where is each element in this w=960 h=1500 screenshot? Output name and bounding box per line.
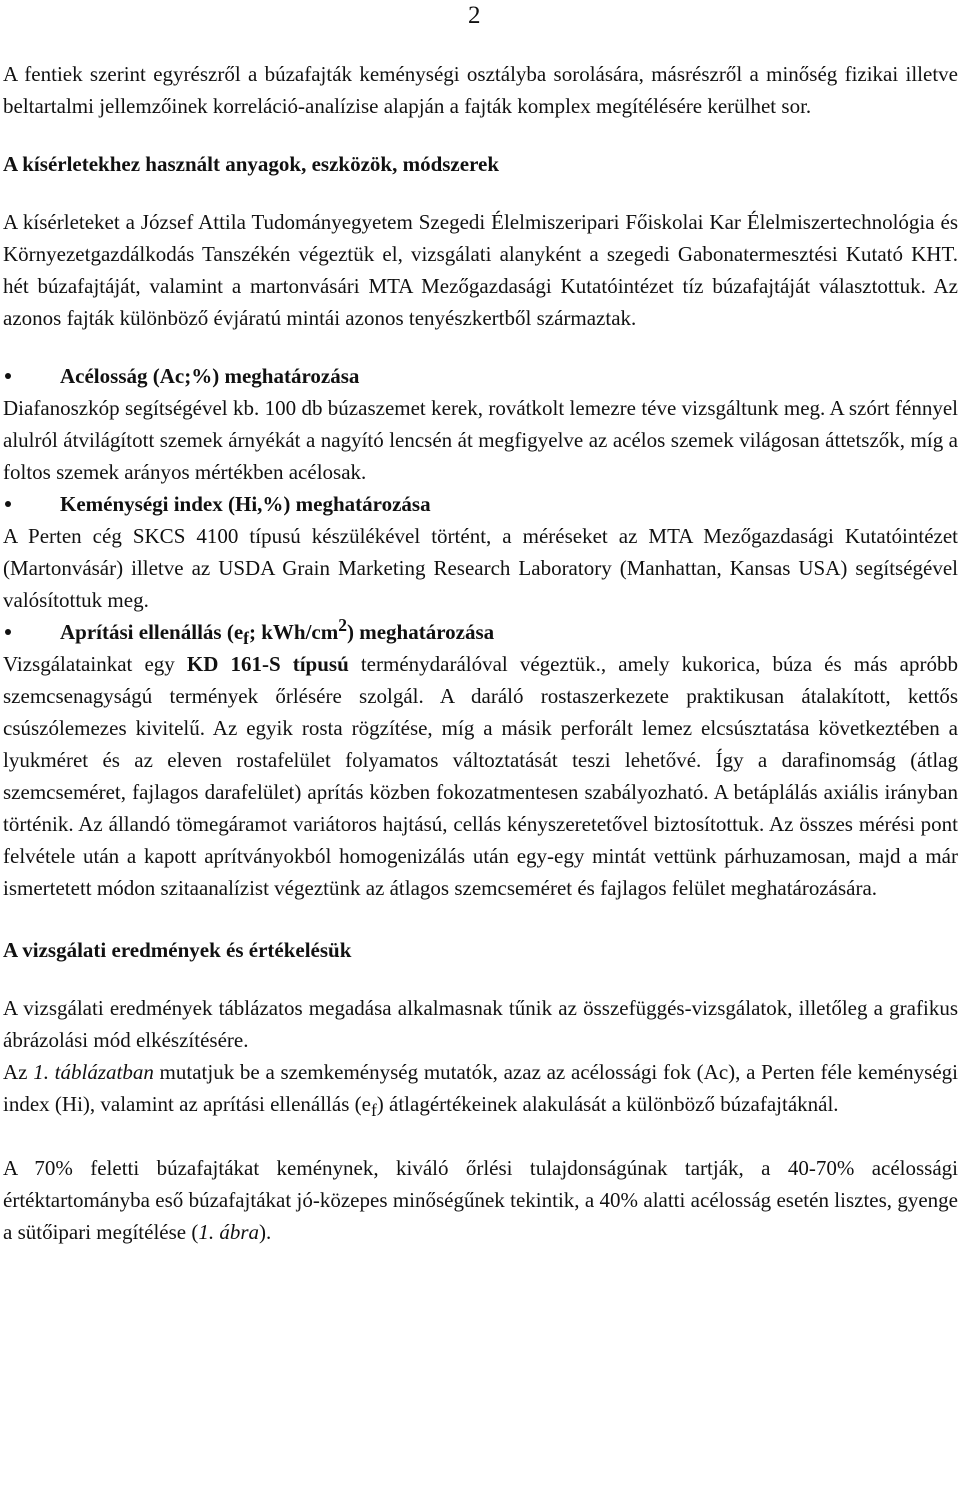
- bullet-icon: [5, 501, 11, 507]
- bullet-item-apritas: [3, 616, 958, 648]
- acelossag-paragraph: Diafanoszkóp segítségével kb. 100 db búzaszemet kerek, rovátkolt lemezre téve vizsgáltunk meg. A szórt fénnyel alulról átvilágított szemek árnyékát a nagyító lencsén át megfigyelve az acélos szemek világosan áttetszők, míg a foltos szemek arányos mértékben acélosak.: [3, 396, 958, 484]
- bullet-title: Aprítási ellenállás ($e_f$; kWh/$cm^2$) meghatározása: [60, 615, 495, 649]
- document-body: [3, 58, 958, 1248]
- intro-paragraph: A fentiek szerint egyrészről a búzafajták keménységi osztályba sorolására, másrészről a minőség fizikai illetve beltartalmi jellemzőinek korreláció-analízise alapján a fajták komplex megítélésére kerülhet sor.: [3, 62, 958, 118]
- page-number: 2: [468, 2, 481, 29]
- bullet-title: Keménységi index (Hi,%) meghatározása: [60, 492, 431, 516]
- methods-heading: A kísérletekhez használt anyagok, eszközök, módszerek: [3, 152, 500, 176]
- bullet-item-kemenyseg: [3, 488, 958, 520]
- methods-paragraph: A kísérleteket a József Attila Tudományegyetem Szegedi Élelmiszeripari Főiskolai Kar Élelmiszertechnológia és Környezetgazdálkodás Tanszékén végeztük el, vizsgálati alanyként a szegedi Gabonatermesztési Kutató KHT. hét búzafajtáját, valamint a martonvásári MTA Mezőgazdasági Kutatóintézet tíz búzafajtáját választottuk. Az azonos fajták különböző évjáratú mintái azonos tenyészkertből származtak.: [3, 210, 958, 330]
- bullet-item-acelossag: [3, 360, 958, 392]
- results-heading: A vizsgálati eredmények és értékelésük: [3, 938, 352, 962]
- results-paragraph-2: Az 1. táblázatban mutatjuk be a szemkeménység mutatók, azaz az acélossági fok (Ac), a Perten féle keménységi index (Hi), valamint az aprítási ellenállás $(e_f)$ átlagértékeinek alakulását a különböző búzafajtáknál.: [3, 1060, 958, 1121]
- bullet-icon: [5, 629, 11, 635]
- results-paragraph-3: A 70% feletti búzafajtákat keménynek, kiváló őrlési tulajdonságúnak tartják, a 40-70% acélossági értéktartományba eső búzafajtákat jó-közepes minőségűnek tekintik, a 40% alatti acélosság esetén lisztes, gyenge a sütőipari megítélése (1. ábra).: [3, 1156, 958, 1245]
- bullet-icon: [5, 373, 11, 379]
- results-paragraph-1: A vizsgálati eredmények táblázatos megadása alkalmasnak tűnik az összefüggés-vizsgálatok, illetőleg a grafikus ábrázolási mód elkészítésére.: [3, 996, 958, 1052]
- bullet-title: Acélosság (Ac;%) meghatározása: [60, 364, 360, 388]
- apritas-paragraph: Vizsgálatainkat egy KD 161-S típusú terménydarálóval végeztük., amely kukorica, búza és más apróbb szemcsenagyságú termények őrlésére szolgál. A daráló rostaszerkezete praktikusan átalakított, kettős csúszólemezes kivitelű. Az egyik rosta rögzítése, míg a másik perforált lemez elcsúsztatása következtében a lyukméret és az eleven rostafelület folyamatos változtatását teszi lehetővé. Így a darafinomság (átlag szemcseméret, fajlagos darafelület) aprítás közben fokozatmentesen szabályozható. A betáplálás axiális irányban történik. Az állandó tömegáramot variátoros hajtású, cellás kényszeretetővel biztosítottuk. Az összes mérési pont felvétele után a kapott aprítványokból homogenizálás után egy-egy mintát vettünk párhuzamosan, majd a már ismertetett módon szitaanalízist végeztünk az átlagos szemcseméret és fajlagos felület meghatározására.: [3, 652, 958, 900]
- kemenyseg-paragraph: A Perten cég SKCS 4100 típusú készülékével történt, a méréseket az MTA Mezőgazdasági Kutatóintézet (Martonvásár) illetve az USDA Grain Marketing Research Laboratory (Manhattan, Kansas USA) segítségével valósítottuk meg.: [3, 524, 958, 612]
